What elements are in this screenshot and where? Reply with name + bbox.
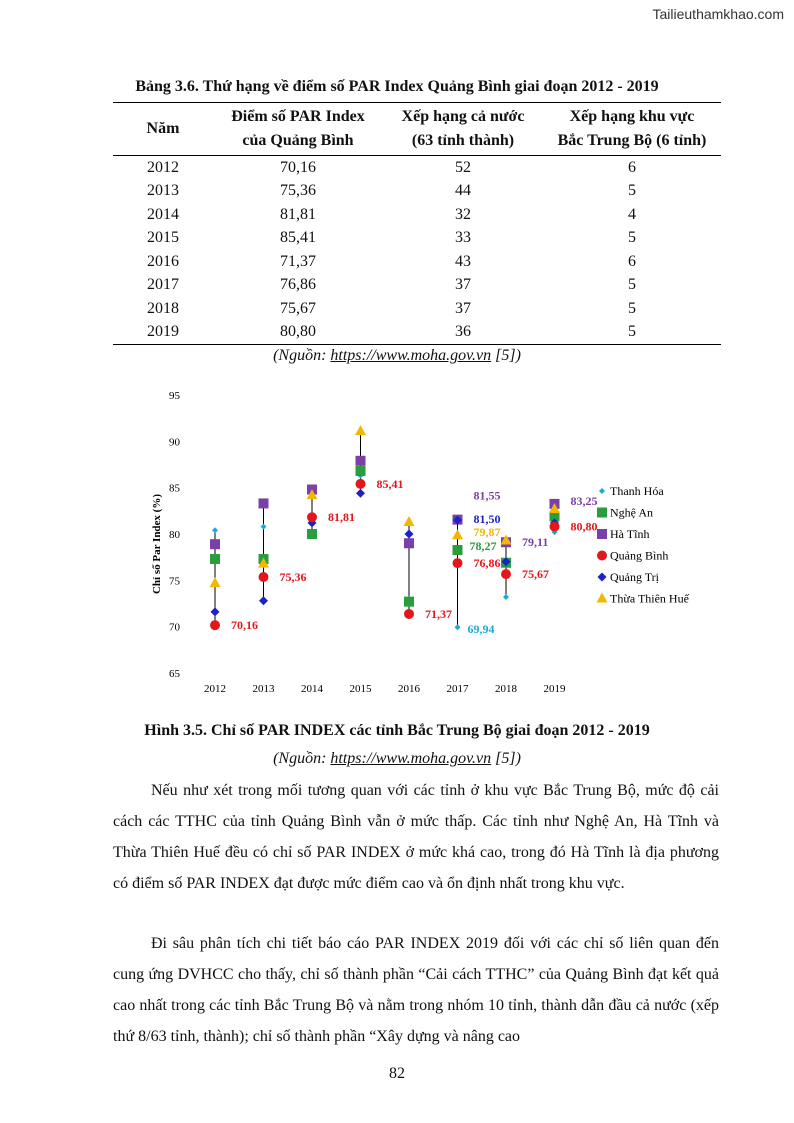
table-header-row <box>113 103 721 156</box>
figure-source-link[interactable]: https://www.moha.gov.vn <box>330 750 492 767</box>
data-point <box>259 572 269 582</box>
table-row <box>113 180 721 204</box>
figure-caption: Hình 3.5. Chỉ số PAR INDEX các tỉnh Bắc Trung Bộ giai đoạn 2012 - 2019 <box>144 722 650 739</box>
table-row <box>113 274 721 298</box>
cell-year: 2016 <box>147 252 179 270</box>
data-point <box>307 512 317 522</box>
data-label: 69,94 <box>467 622 495 637</box>
data-label: 83,25 <box>570 493 598 508</box>
data-label: 75,36 <box>279 569 307 584</box>
cell-national: 33 <box>455 229 471 247</box>
cell-score: 76,86 <box>280 276 316 294</box>
cell-national: 32 <box>455 205 471 223</box>
header-regional-line1: Xếp hạng khu vực <box>569 108 695 125</box>
y-tick-label: 80 <box>169 529 180 541</box>
table-row <box>113 227 721 251</box>
header-score-line1: Điểm số PAR Index <box>231 108 365 125</box>
header-national-line1: Xếp hạng cả nước <box>401 108 525 125</box>
data-point <box>211 607 220 616</box>
data-point <box>501 569 511 579</box>
table-row <box>113 203 721 227</box>
y-tick-label: 95 <box>169 390 180 402</box>
data-label: 85,41 <box>376 476 404 491</box>
legend-marker <box>597 529 607 539</box>
cell-national: 37 <box>455 276 471 294</box>
legend-marker <box>597 551 607 561</box>
data-label: 71,37 <box>425 606 452 621</box>
y-tick-label: 65 <box>169 668 180 680</box>
x-tick-label: 2015 <box>349 683 372 695</box>
data-point <box>405 530 414 539</box>
figure-source-suffix: [5]) <box>491 750 521 767</box>
table-source <box>0 347 794 365</box>
cell-score: 80,80 <box>280 323 316 341</box>
x-tick-label: 2016 <box>398 683 420 695</box>
x-tick-label: 2013 <box>252 683 275 695</box>
y-tick-label: 90 <box>169 436 180 449</box>
data-label: 75,67 <box>522 567 549 582</box>
header-regional-line2: Bắc Trung Bộ (6 tỉnh) <box>557 132 707 149</box>
watermark: Tailieuthamkhao.com <box>652 6 784 22</box>
table-row <box>113 250 721 274</box>
table-source-suffix: [5]) <box>491 347 521 364</box>
table-row <box>113 321 721 345</box>
cell-year: 2012 <box>147 158 179 176</box>
x-tick-label: 2012 <box>204 683 226 695</box>
data-point <box>404 609 414 619</box>
header-national <box>383 103 543 156</box>
table-source-prefix: (Nguồn: <box>273 347 331 364</box>
cell-national: 52 <box>455 158 471 176</box>
data-point <box>355 425 366 435</box>
data-point <box>261 524 267 530</box>
cell-national: 44 <box>455 182 471 200</box>
legend-label: Nghệ An <box>610 505 653 520</box>
legend-marker <box>599 488 605 494</box>
data-point <box>404 597 414 607</box>
y-tick-label: 85 <box>169 482 180 495</box>
paragraph-2: Đi sâu phân tích chi tiết báo cáo PAR INDEX 2019 đối với các chỉ số liên quan đến cung ứng DVHCC cho thấy, chỉ số thành phần “Cải cách TTHC” của Quảng Bình đạt kết quả cao nhất trong các tỉnh Bắc Trung Bộ và nằm trong nhóm 10 tỉnh, thành dẫn đầu cả nước (xếp thứ 8/63 tỉnh, thành); chỉ số thành phần “Xây dựng và nâng cao <box>113 935 719 1045</box>
data-point <box>210 577 221 587</box>
cell-score: 71,37 <box>280 252 316 270</box>
data-point <box>210 620 220 630</box>
cell-year: 2019 <box>147 323 179 341</box>
data-point <box>356 466 366 476</box>
data-label: 78,27 <box>469 539 497 554</box>
cell-regional: 5 <box>628 182 636 200</box>
page-number: 82 <box>389 1065 405 1082</box>
data-point <box>404 538 414 548</box>
cell-score: 75,36 <box>280 182 316 200</box>
data-label: 70,16 <box>231 618 258 633</box>
data-point <box>259 498 269 508</box>
data-point <box>503 594 509 600</box>
paragraph-1: Nếu như xét trong mối tương quan với các tỉnh ở khu vực Bắc Trung Bộ, mức độ cải cách các TTHC của tỉnh Quảng Bình vẫn ở mức thấp. Các tỉnh như Nghệ An, Hà Tĩnh và Thừa Thiên Huế đều có chỉ số PAR INDEX ở mức khá cao, trong đó Hà Tĩnh là địa phương có điểm số PAR INDEX đạt được mức điểm cao và ổn định nhất trong khu vực. <box>113 782 719 892</box>
table-row <box>113 156 721 180</box>
table-caption: Bảng 3.6. Thứ hạng về điểm số PAR Index Quảng Bình giai đoạn 2012 - 2019 <box>135 78 659 95</box>
x-tick-label: 2018 <box>495 683 517 695</box>
header-national-line2: (63 tỉnh thành) <box>411 132 515 149</box>
data-label: 81,55 <box>473 488 501 503</box>
data-point <box>404 516 415 526</box>
cell-regional: 4 <box>628 205 636 223</box>
cell-score: 75,67 <box>280 299 316 317</box>
cell-year: 2015 <box>147 229 179 247</box>
table-source-link[interactable]: https://www.moha.gov.vn <box>330 347 492 364</box>
legend-label: Thanh Hóa <box>610 484 664 498</box>
legend-label: Quảng Bình <box>610 548 669 563</box>
y-axis-title: Chỉ số Par Index (%) <box>151 493 163 595</box>
data-label: 76,86 <box>473 556 501 571</box>
header-year: Năm <box>146 120 180 137</box>
cell-national: 37 <box>455 299 471 317</box>
cell-regional: 5 <box>628 323 636 341</box>
cell-score: 70,16 <box>280 158 316 176</box>
table-row <box>113 297 721 321</box>
cell-national: 36 <box>455 323 471 341</box>
cell-regional: 5 <box>628 229 636 247</box>
data-point <box>452 529 463 539</box>
data-point <box>356 456 366 466</box>
x-tick-label: 2019 <box>543 683 566 695</box>
data-label: 79,87 <box>473 525 501 540</box>
figure-source-prefix: (Nguồn: <box>273 750 331 767</box>
x-tick-label: 2017 <box>446 683 469 695</box>
data-point <box>453 558 463 568</box>
cell-regional: 5 <box>628 276 636 294</box>
cell-regional: 5 <box>628 299 636 317</box>
data-point <box>356 489 365 498</box>
par-ranking-table <box>113 102 721 345</box>
data-point <box>210 554 220 564</box>
cell-year: 2017 <box>147 276 179 294</box>
data-label: 81,50 <box>473 512 501 527</box>
legend-marker <box>598 573 607 582</box>
legend-label: Hà Tĩnh <box>610 527 650 541</box>
y-tick-label: 70 <box>169 621 180 634</box>
y-tick-label: 75 <box>169 575 180 588</box>
data-point <box>259 596 268 605</box>
data-label: 81,81 <box>328 510 355 525</box>
data-point <box>356 479 366 489</box>
legend-marker <box>597 508 607 518</box>
header-score <box>213 103 383 156</box>
data-point <box>307 529 317 539</box>
cell-score: 81,81 <box>280 205 316 223</box>
cell-score: 85,41 <box>280 229 316 247</box>
cell-regional: 6 <box>628 252 636 270</box>
data-point <box>455 624 461 630</box>
cell-national: 43 <box>455 252 471 270</box>
cell-year: 2014 <box>147 205 179 223</box>
data-label: 79,11 <box>522 535 549 550</box>
data-point <box>550 522 560 532</box>
legend-marker <box>597 593 608 603</box>
legend-label: Thừa Thiên Huế <box>610 591 689 606</box>
data-point <box>210 539 220 549</box>
header-score-line2: của Quảng Bình <box>242 132 354 149</box>
data-point <box>453 545 463 555</box>
x-tick-label: 2014 <box>301 683 323 695</box>
cell-year: 2013 <box>147 182 179 200</box>
figure-source <box>0 750 794 768</box>
header-regional <box>543 103 721 156</box>
cell-regional: 6 <box>628 158 636 176</box>
legend-label: Quảng Trị <box>610 570 660 584</box>
cell-year: 2018 <box>147 299 179 317</box>
par-index-chart <box>140 380 720 700</box>
data-point <box>212 527 218 533</box>
data-label: 80,80 <box>570 519 598 534</box>
